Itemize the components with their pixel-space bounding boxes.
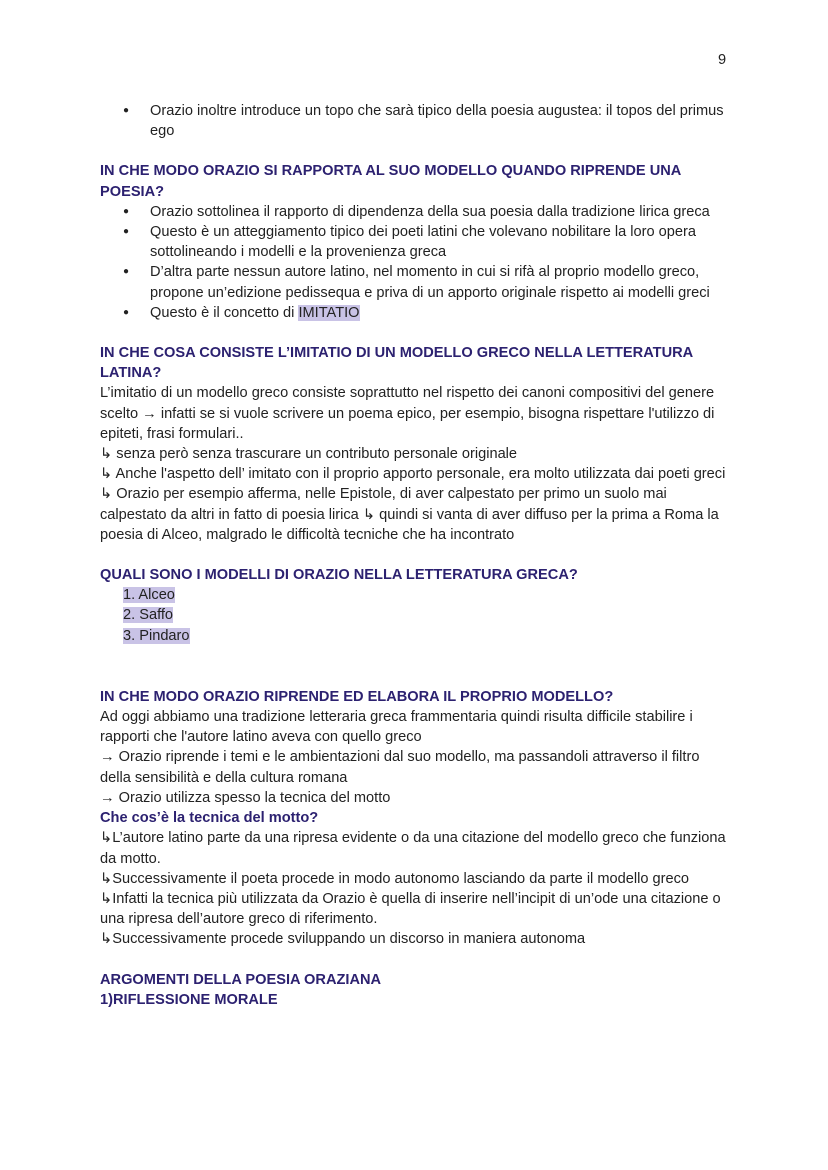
motto-line: ↳L’autore latino parte da una ripresa evidente o da una citazione del modello greco che funziona da motto.	[100, 830, 726, 867]
section2-line: L’imitatio di un modello greco consiste soprattutto nel rispetto dei canoni compositivi del genere scelto → infatti se si vuole scrivere un poema epico, per esempio, bisogna rispettare l'utilizzo di epiteti, frasi formulari..	[100, 385, 715, 442]
section1-heading: IN CHE MODO ORAZIO SI RAPPORTA AL SUO MODELLO QUANDO RIPRENDE UNA POESIA?	[100, 163, 681, 200]
models-list	[100, 585, 732, 646]
section2-line: ↳ senza però senza trascurare un contributo personale originale	[100, 446, 518, 463]
section2-line: ↳ Anche l'aspetto dell’ imitato con il proprio apporto personale, era molto utilizzata dai poeti greci	[100, 466, 726, 483]
intro-bullet: ● Orazio inoltre introduce un topo che sarà tipico della poesia augustea: il topos del primus ego	[100, 101, 732, 141]
intro-bullet-list	[100, 101, 732, 141]
motto-subheading: Che cos’è la tecnica del motto?	[100, 810, 319, 827]
motto-line: ↳Infatti la tecnica più utilizzata da Orazio è quella di inserire nell’incipit di un’ode una citazione o una ripresa dell’autore greco di riferimento.	[100, 890, 721, 928]
section4-line: → Orazio utilizza spesso la tecnica del motto	[100, 789, 391, 806]
page-number: 9	[718, 52, 727, 68]
section1-bullet-list	[100, 202, 732, 323]
motto-line: ↳Successivamente procede sviluppando un discorso in maniera autonoma	[100, 931, 586, 948]
model-item	[100, 626, 732, 646]
motto-line: ↳Successivamente il poeta procede in modo autonomo lasciando da parte il modello greco	[100, 870, 690, 887]
section1-bullet: ● Questo è un atteggiamento tipico dei poeti latini che volevano nobilitare la loro opera sottolineando i modelli e la provenienza greca	[100, 222, 732, 262]
model-item-text: 1. Alceo	[123, 587, 175, 604]
model-item-text: 2. Saffo	[123, 607, 174, 624]
document-body	[100, 101, 732, 1010]
section1-bullet-imitatio	[100, 303, 732, 323]
section4-heading: IN CHE MODO ORAZIO RIPRENDE ED ELABORA IL PROPRIO MODELLO?	[100, 688, 614, 705]
section1-bullet: ● Orazio sottolinea il rapporto di dipendenza della sua poesia dalla tradizione lirica greca	[100, 202, 732, 222]
section4-line: Ad oggi abbiamo una tradizione letteraria greca frammentaria quindi risulta difficile stabilire i rapporti che l'autore latino aveva con quello greco	[100, 709, 693, 746]
section2-line: ↳ Orazio per esempio afferma, nelle Epistole, di aver calpestato per primo un suolo mai calpestato da altri in fatto di poesia lirica ↳ quindi si vanta di aver diffuso per la prima a Roma la poesia di Alceo, malgrado le difficoltà tecniche che ha incontrato	[100, 486, 719, 543]
section5-subheading: 1)RIFLESSIONE MORALE	[100, 991, 278, 1008]
imitatio-highlight: IMITATIO	[298, 304, 360, 321]
model-item	[100, 605, 732, 625]
section1-bullet: ● D’altra parte nessun autore latino, nel momento in cui si rifà al proprio modello greco, propone un’edizione pedissequa e priva di un apporto originale rispetto ai modelli greci	[100, 262, 732, 302]
section2-heading: IN CHE COSA CONSISTE L’IMITATIO DI UN MODELLO GRECO NELLA LETTERATURA LATINA?	[100, 345, 693, 382]
section3-heading: QUALI SONO I MODELLI DI ORAZIO NELLA LETTERATURA GRECA?	[100, 567, 578, 584]
model-item	[100, 585, 732, 605]
imitatio-prefix: Questo è il concetto di	[150, 304, 299, 321]
section5-heading: ARGOMENTI DELLA POESIA ORAZIANA	[100, 971, 382, 988]
section4-line: → Orazio riprende i temi e le ambientazioni dal suo modello, ma passandoli attraverso il filtro della sensibilità e della cultura romana	[100, 749, 700, 786]
model-item-text: 3. Pindaro	[123, 627, 190, 644]
